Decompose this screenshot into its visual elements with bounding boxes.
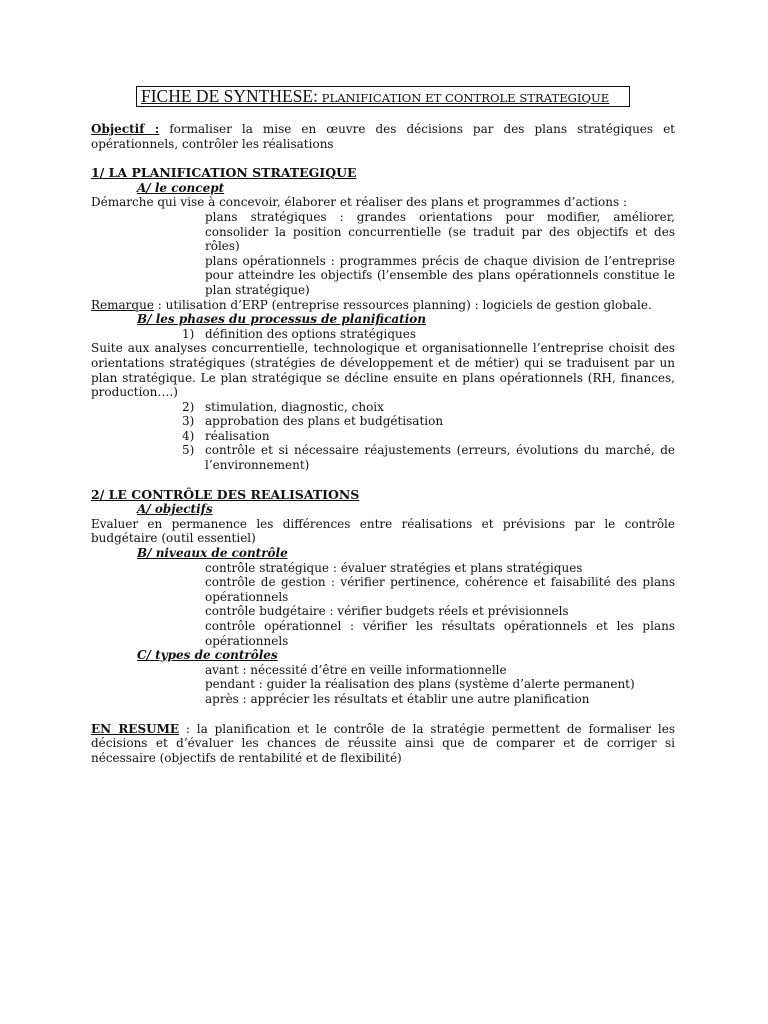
section-2-subheading-a: A/ objectifs	[137, 502, 213, 517]
control-type-item: pendant : guider la réalisation des plans (système d’alerte permanent)	[205, 677, 635, 692]
remark-paragraph	[91, 298, 675, 313]
step-text: contrôle et si nécessaire réajustements (erreurs, évolutions du marché, de l’environnement)	[205, 443, 675, 473]
process-step	[182, 327, 675, 342]
step-number: 4)	[182, 428, 195, 443]
section-1-intro: Démarche qui vise à concevoir, élaborer et réaliser des plans et programmes d’actions :	[91, 195, 627, 210]
plan-item-strategic: plans stratégiques : grandes orientations pour modifier, améliorer, consolider la position concurrentielle (se traduit par des objectifs et des rôles)	[205, 209, 675, 254]
plan-item-operational: plans opérationnels : programmes précis de chaque division de l’entreprise pour atteindre les objectifs (l’ensemble des plans opérationnels constitue le plan stratégique)	[205, 253, 675, 297]
control-level-item: contrôle opérationnel : vérifier les résultats opérationnels et les plans opérationnels	[205, 619, 675, 648]
step-number: 2)	[182, 399, 195, 414]
control-level-item: contrôle stratégique : évaluer stratégies et plans stratégiques	[205, 560, 583, 575]
step-text: approbation des plans et budgétisation	[205, 414, 444, 429]
control-level-item: contrôle budgétaire : vérifier budgets réels et prévisionnels	[205, 604, 569, 619]
title-box	[136, 86, 630, 107]
document-body	[91, 122, 675, 765]
process-paragraph: Suite aux analyses concurrentielle, technologique et organisationnelle l’entreprise choisit des orientations stratégiques (stratégies de développement et de métier) qui se traduisent par un plan stratégique. Le plan stratégique se décline ensuite en plans opérationnels (RH, finances, production….)	[91, 341, 675, 400]
objective-paragraph	[91, 122, 675, 151]
process-step	[182, 429, 675, 444]
process-step	[182, 400, 675, 415]
process-step	[182, 414, 675, 429]
remark-text: : utilisation d’ERP (entreprise ressources planning) : logiciels de gestion globale.	[153, 297, 652, 312]
step-number: 3)	[182, 414, 195, 429]
summary-paragraph	[91, 722, 675, 766]
section-1-heading: 1/ LA PLANIFICATION STRATEGIQUE	[91, 165, 357, 181]
control-type-item: avant : nécessité d’être en veille informationnelle	[205, 662, 507, 677]
process-step	[182, 443, 675, 472]
control-type-item: après : apprécier les résultats et établir une autre planification	[205, 691, 590, 706]
remark-label: Remarque	[91, 297, 154, 312]
step-number: 1)	[182, 326, 195, 341]
step-text: définition des options stratégiques	[205, 326, 417, 341]
objective-label: Objectif :	[91, 122, 160, 136]
title-main: FICHE DE SYNTHESE:	[141, 86, 318, 106]
section-1-subheading-a: A/ le concept	[137, 180, 225, 195]
step-text: réalisation	[205, 428, 270, 443]
step-number: 5)	[182, 443, 195, 458]
section-1-subheading-b: B/ les phases du processus de planification	[137, 312, 427, 327]
section-2-subheading-c: C/ types de contrôles	[137, 648, 278, 663]
title-subtitle: PLANIFICATION ET CONTROLE STRATEGIQUE	[317, 91, 610, 105]
step-text: stimulation, diagnostic, choix	[205, 399, 384, 414]
objective-text: formaliser la mise en œuvre des décisions par des plans stratégiques et opérationnels, contrôler les réalisations	[91, 122, 676, 151]
section-2-heading: 2/ LE CONTRÔLE DES REALISATIONS	[91, 486, 360, 502]
section-2-subheading-b: B/ niveaux de contrôle	[137, 546, 288, 561]
summary-label: EN RESUME	[91, 721, 180, 736]
control-level-item: contrôle de gestion : vérifier pertinence, cohérence et faisabilité des plans opérationnels	[205, 575, 675, 604]
section-2-text-a: Evaluer en permanence les différences entre réalisations et prévisions par le contrôle budgétaire (outil essentiel)	[91, 516, 675, 546]
summary-text: : la planification et le contrôle de la stratégie permettent de formaliser les décisions et d’évaluer les chances de réussite ainsi que de comparer et de corriger si nécessaire (objectifs de rentabilité et de flexibilité)	[91, 721, 675, 765]
